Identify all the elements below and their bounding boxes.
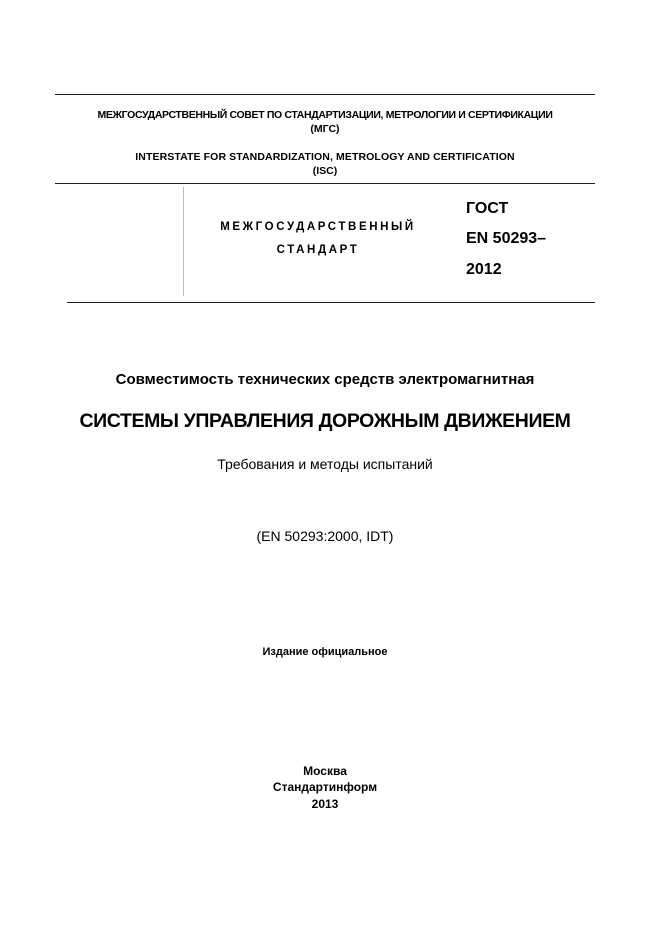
standard-type-line2: СТАНДАРТ [276,244,360,256]
title-sub: Требования и методы испытаний [217,456,433,472]
council-name-ru: МЕЖГОСУДАРСТВЕННЫЙ СОВЕТ ПО СТАНДАРТИЗАЦИИ, МЕТРОЛОГИИ И СЕРТИФИКАЦИИ [97,109,553,121]
designation-year: 2012 [466,261,502,278]
designation-rule [67,302,595,303]
council-name-en: INTERSTATE FOR STANDARDIZATION, METROLOGY AND CERTIFICATION [135,151,515,163]
designation-number: EN 50293– [466,230,547,247]
designation-prefix: ГОСТ [466,200,509,217]
imprint-city: Москва [303,764,347,778]
title-general: Совместимость технических средств электромагнитная [115,371,535,388]
header-rule [55,183,595,184]
title-reference: (EN 50293:2000, IDT) [256,528,394,544]
imprint-year: 2013 [311,797,339,811]
council-abbr-en: (ISC) [312,165,338,177]
council-abbr-ru: (МГС) [310,123,340,135]
column-divider [183,187,184,296]
standard-type-line1: МЕЖГОСУДАРСТВЕННЫЙ [220,221,416,233]
edition-label: Издание официальное [262,646,388,658]
title-main: СИСТЕМЫ УПРАВЛЕНИЯ ДОРОЖНЫМ ДВИЖЕНИЕМ [79,410,571,432]
top-rule [55,94,595,95]
imprint-publisher: Стандартинформ [272,780,378,794]
